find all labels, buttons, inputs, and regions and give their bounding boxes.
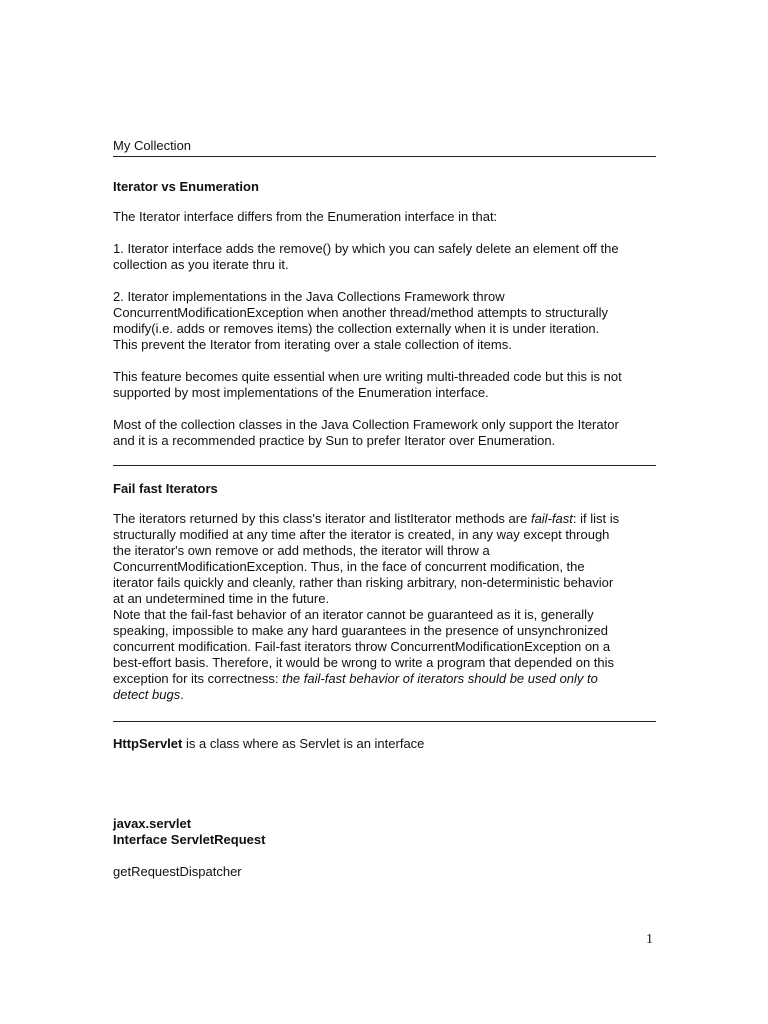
text-span: is a class where as Servlet is an interface (182, 736, 425, 751)
text-line: modify(i.e. adds or removes items) the collection externally when it is under iteration. (113, 321, 600, 336)
text-span: . (180, 687, 184, 702)
text-line (113, 687, 656, 703)
text-line: speaking, impossible to make any hard guarantees in the presence of unsynchronized (113, 623, 609, 638)
section-divider (113, 721, 656, 722)
text-line (113, 511, 656, 527)
package-name: javax.servlet (113, 816, 192, 831)
paragraph-feature (113, 369, 656, 401)
text-span: : if list is (572, 511, 620, 526)
text-line: concurrent modification. Fail-fast iterators throw ConcurrentModificationException on a (113, 639, 611, 654)
servlet-request-block (113, 816, 656, 848)
section-divider (113, 465, 656, 466)
text-line (113, 671, 656, 687)
text-line: This prevent the Iterator from iterating over a stale collection of items. (113, 337, 512, 352)
text-line: iterator fails quickly and cleanly, rather than risking arbitrary, non-deterministic behavior (113, 575, 614, 590)
text-span: The iterators returned by this class's iterator and listIterator methods are (113, 511, 531, 526)
text-line: 2. Iterator implementations in the Java Collections Framework throw (113, 289, 505, 304)
paragraph-fail-fast (113, 511, 656, 703)
header-rule (113, 156, 656, 157)
text-line: Most of the collection classes in the Java Collection Framework only support the Iterator (113, 417, 619, 432)
interface-name: Interface ServletRequest (113, 832, 266, 847)
text-line: ConcurrentModificationException when another thread/method attempts to structurally (113, 305, 608, 320)
text-line: ConcurrentModificationException. Thus, in the face of concurrent modification, the (113, 559, 585, 574)
emphasis-fail-fast: fail-fast (530, 511, 573, 526)
page-content (113, 138, 656, 880)
text-line: Note that the fail-fast behavior of an iterator cannot be guaranteed as it is, generally (113, 607, 594, 622)
text-line: This feature becomes quite essential when ure writing multi-threaded code but this is not (113, 369, 622, 384)
paragraph-httpservlet (113, 736, 656, 752)
text-line: collection as you iterate thru it. (113, 257, 289, 272)
text-line: the iterator's own remove or add methods, the iterator will throw a (113, 543, 490, 558)
text-line: structurally modified at any time after the iterator is created, in any way except through (113, 527, 610, 542)
heading-fail-fast-iterators: Fail fast Iterators (113, 481, 218, 496)
header-title: My Collection (113, 138, 192, 153)
paragraph-point-2 (113, 289, 656, 353)
page-number: 1 (646, 932, 653, 947)
text-line: at an undetermined time in the future. (113, 591, 330, 606)
text-line: and it is a recommended practice by Sun to prefer Iterator over Enumeration. (113, 433, 556, 448)
term-httpservlet: HttpServlet (113, 736, 183, 751)
paragraph-point-1 (113, 241, 656, 273)
text-span: exception for its correctness: (113, 671, 283, 686)
emphasis-warning: the fail-fast behavior of iterators should be used only to (282, 671, 598, 686)
heading-iterator-vs-enumeration: Iterator vs Enumeration (113, 179, 259, 194)
text-line: supported by most implementations of the Enumeration interface. (113, 385, 489, 400)
method-name: getRequestDispatcher (113, 864, 242, 879)
text-line: best-effort basis. Therefore, it would be wrong to write a program that depended on this (113, 655, 615, 670)
text-line: 1. Iterator interface adds the remove() by which you can safely delete an element off the (113, 241, 619, 256)
paragraph-most-collection-classes (113, 417, 656, 449)
paragraph-intro: The Iterator interface differs from the Enumeration interface in that: (113, 209, 498, 224)
emphasis-detect-bugs: detect bugs (113, 687, 181, 702)
